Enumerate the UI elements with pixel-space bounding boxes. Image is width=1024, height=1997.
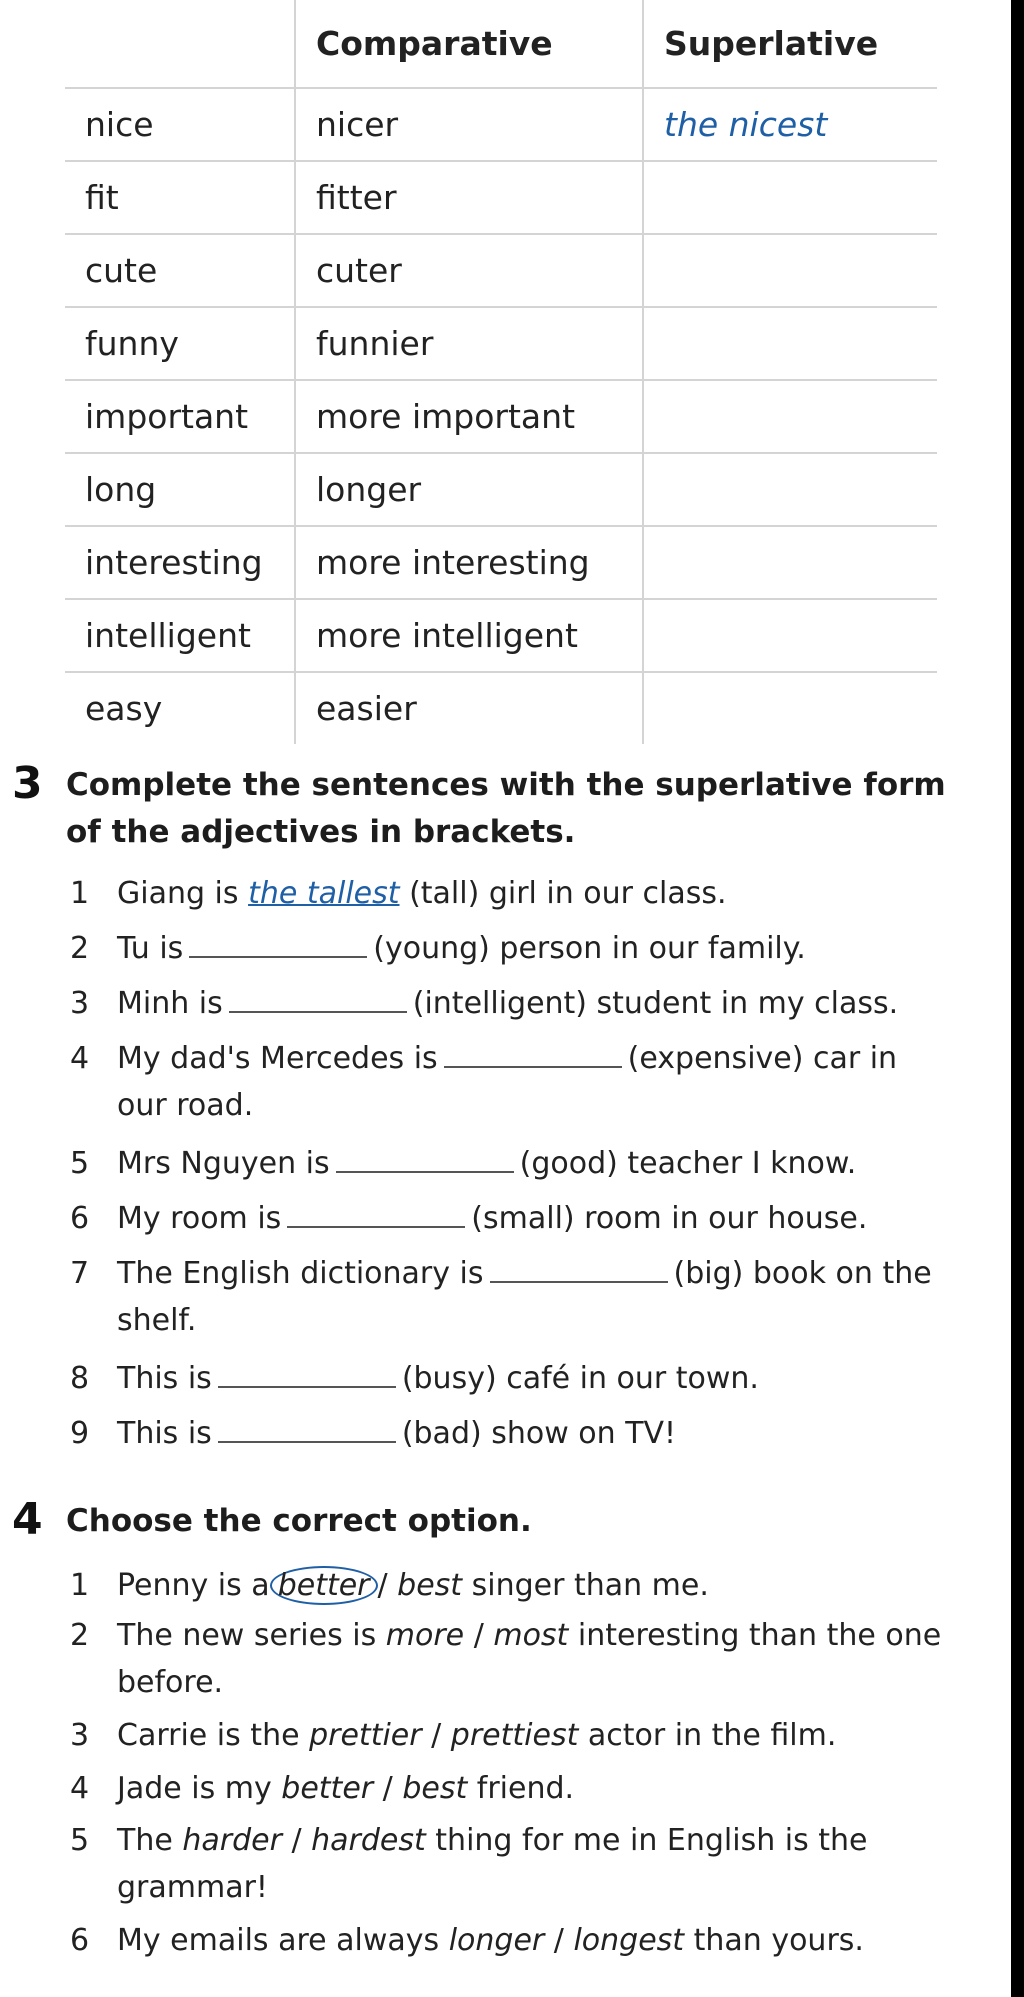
- item-number: 6: [70, 1923, 90, 1958]
- header-superlative: Superlative: [643, 0, 937, 88]
- option[interactable]: longest: [573, 1923, 685, 1958]
- item-number: 7: [70, 1256, 90, 1291]
- item-text: Penny is a: [117, 1568, 270, 1603]
- item-text: Carrie is the: [117, 1718, 300, 1753]
- item-text: My room is: [117, 1201, 282, 1236]
- item-number: 3: [70, 986, 90, 1021]
- adjective-cell: interesting: [65, 526, 295, 599]
- answer-blank[interactable]: [490, 1259, 668, 1283]
- option[interactable]: hardest: [311, 1823, 426, 1858]
- option[interactable]: prettiest: [450, 1718, 579, 1753]
- table-row: [65, 599, 937, 672]
- item-number: 9: [70, 1416, 90, 1451]
- option-separator: /: [291, 1823, 302, 1858]
- item-text: (bad) show on TV!: [401, 1416, 677, 1451]
- option-separator: /: [431, 1718, 442, 1753]
- option[interactable]: prettier: [309, 1718, 422, 1753]
- superlative-cell[interactable]: [643, 526, 937, 599]
- superlative-cell[interactable]: [643, 599, 937, 672]
- item-number: 2: [70, 1618, 90, 1653]
- answer-blank[interactable]: [444, 1044, 622, 1068]
- option[interactable]: best: [397, 1568, 463, 1603]
- answer-blank[interactable]: [229, 989, 407, 1013]
- option[interactable]: better: [281, 1771, 374, 1806]
- exercise-instruction: Complete the sentences with the superlative form of the adjectives in brackets.: [66, 767, 946, 850]
- item-text: (small) room in our house.: [471, 1201, 868, 1236]
- item-text: thing for me in English is the grammar!: [117, 1823, 868, 1905]
- header-comparative: Comparative: [295, 0, 643, 88]
- option[interactable]: most: [493, 1618, 569, 1653]
- item-text: My dad's Mercedes is: [117, 1041, 438, 1076]
- adjective-cell: easy: [85, 689, 163, 728]
- item-text: (tall) girl in our class.: [409, 876, 727, 911]
- item-text: singer than me.: [471, 1568, 709, 1603]
- comparative-cell: cuter: [295, 234, 643, 307]
- option[interactable]: more: [385, 1618, 465, 1653]
- item-text: Tu is: [117, 931, 184, 966]
- table-row: [65, 380, 937, 453]
- exercise-instruction: Choose the correct option.: [66, 1503, 532, 1539]
- answer-blank[interactable]: [189, 934, 367, 958]
- comparative-cell: more important: [295, 380, 643, 453]
- superlative-cell[interactable]: [643, 672, 937, 744]
- option[interactable]: harder: [182, 1823, 282, 1858]
- superlative-cell[interactable]: [643, 161, 937, 234]
- option-separator: /: [377, 1568, 388, 1603]
- item-number: 5: [70, 1823, 90, 1858]
- answer-blank[interactable]: [287, 1204, 465, 1228]
- comparative-cell: funnier: [295, 307, 643, 380]
- item-text: (good) teacher I know.: [519, 1146, 857, 1181]
- option-separator: /: [553, 1923, 564, 1958]
- comparative-cell: more intelligent: [295, 599, 643, 672]
- header-adjective: [65, 0, 295, 88]
- item-number: 5: [70, 1146, 90, 1181]
- exercise-number: 4: [12, 1494, 43, 1545]
- table-row: [65, 526, 937, 599]
- adjective-cell: nice: [65, 88, 295, 161]
- adjective-cell: intelligent: [65, 599, 295, 672]
- answer-blank[interactable]: [218, 1419, 396, 1443]
- item-text: Mrs Nguyen is: [117, 1146, 330, 1181]
- option[interactable]: best: [402, 1771, 468, 1806]
- item-text: friend.: [476, 1771, 575, 1806]
- table-row: [65, 88, 937, 161]
- adjective-cell: important: [65, 380, 295, 453]
- item-number: 1: [70, 876, 90, 911]
- table-header-row: [65, 0, 937, 88]
- item-number: 4: [70, 1041, 90, 1076]
- adjective-cell: fit: [65, 161, 295, 234]
- comparative-cell: easier: [295, 672, 643, 744]
- adjective-cell: funny: [65, 307, 295, 380]
- option[interactable]: longer: [448, 1923, 545, 1958]
- superlative-cell[interactable]: [643, 307, 937, 380]
- comparative-cell: longer: [295, 453, 643, 526]
- adjective-cell: long: [65, 453, 295, 526]
- option-selected[interactable]: better: [270, 1566, 378, 1605]
- adjective-forms-table: [65, 0, 937, 744]
- item-number: 6: [70, 1201, 90, 1236]
- item-text: (big) book on the shelf.: [117, 1256, 932, 1338]
- exercise-number: 3: [12, 758, 43, 809]
- item-number: 1: [70, 1568, 90, 1603]
- item-text: The new series is: [117, 1618, 377, 1653]
- answer-filled: the tallest: [248, 876, 400, 911]
- item-text: This is: [117, 1416, 212, 1451]
- comparative-cell: fitter: [295, 161, 643, 234]
- item-text: (young) person in our family.: [373, 931, 806, 966]
- item-text: My emails are always: [117, 1923, 440, 1958]
- item-text: actor in the film.: [587, 1718, 837, 1753]
- item-text: This is: [117, 1361, 212, 1396]
- table-row: [65, 453, 937, 526]
- answer-blank[interactable]: [336, 1149, 514, 1173]
- comparative-cell: more interesting: [295, 526, 643, 599]
- item-text: interesting than the one before.: [117, 1618, 942, 1700]
- right-edge-bar: [1011, 0, 1024, 1997]
- item-text: Giang is: [117, 876, 239, 911]
- item-text: The English dictionary is: [117, 1256, 484, 1291]
- superlative-cell[interactable]: [643, 453, 937, 526]
- item-text: (busy) café in our town.: [401, 1361, 759, 1396]
- option-separator: /: [473, 1618, 484, 1653]
- item-number: 4: [70, 1771, 90, 1806]
- table-row: [65, 234, 937, 307]
- adjective-cell: cute: [65, 234, 295, 307]
- option-separator: /: [382, 1771, 393, 1806]
- superlative-cell[interactable]: [643, 234, 937, 307]
- item-text: than yours.: [693, 1923, 864, 1958]
- item-number: 2: [70, 931, 90, 966]
- item-number: 8: [70, 1361, 90, 1396]
- item-text: Minh is: [117, 986, 223, 1021]
- superlative-cell[interactable]: [643, 380, 937, 453]
- item-text: The: [117, 1823, 173, 1858]
- table-row: [65, 307, 937, 380]
- answer-blank[interactable]: [218, 1364, 396, 1388]
- item-number: 3: [70, 1718, 90, 1753]
- table-row: [65, 161, 937, 234]
- item-text: (expensive) car in our road.: [117, 1041, 898, 1123]
- item-text: (intelligent) student in my class.: [412, 986, 899, 1021]
- item-text: Jade is my: [117, 1771, 272, 1806]
- comparative-cell: nicer: [295, 88, 643, 161]
- superlative-cell[interactable]: the nicest: [643, 88, 937, 161]
- table-row: [65, 672, 937, 744]
